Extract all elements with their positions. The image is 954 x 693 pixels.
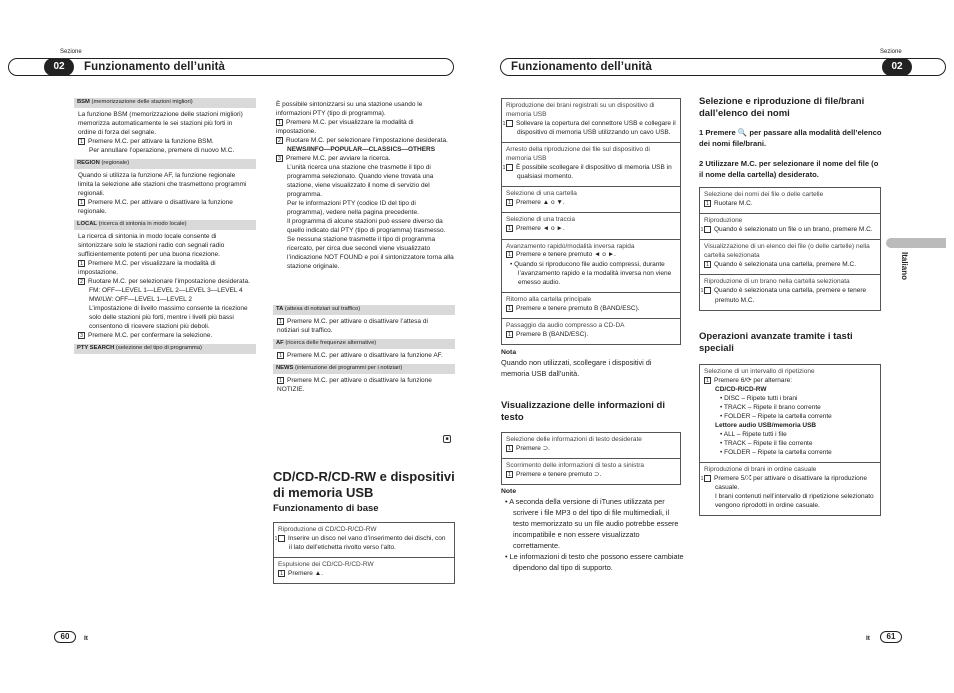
base-title: Funzionamento di base	[273, 503, 379, 514]
sezione-label-right: Sezione	[880, 49, 902, 55]
page-number-right: 61	[880, 631, 902, 643]
nota-block: Nota Quando non utilizzati, scollegare i dispositivi di memoria USB dall’unità.	[501, 349, 652, 379]
adv-title: Operazioni avanzate tramite i tasti speciali	[699, 331, 853, 355]
sel-step1: 1 Premere 🔍 per passare alla modalità dell’elenco dei nomi file/brani.	[699, 128, 882, 148]
region-body: Quando si utilizza la funzione AF, la funzione regionale limita la selezione alle stazioni che trasmettono programmi regionali. 1 Premere M.C. per attivare o disattivare la funzione regionale.	[78, 172, 247, 216]
col2-pty: È possibile sintonizzarsi su una stazione usando le informazioni PTY (tipo di programma). 1 Premere M.C. per visualizzare la modalità di impostazione. 2 Ruotare M.C. per selezionare l’impostazione desiderata. NEWS/INFO—POPULAR—CLASSICS—OTHERS 3 Premere M.C. per avviare la ricerca. L’unità ricerca una stazione che trasmette il tipo di programma selezionato. Quando viene trovata una stazione, viene visualizzato il nome di servizio del programma. Per le informazioni PTY (codice ID del tipo di programma), vedere nella pagina precedente. Il programma di alcune stazioni può essere diverso da quello indicato dal PTY (tipo di programma) trasmesso. Se nessuna stazione trasmette il tipo di programma ricercato, per circa due secondi viene visualizzato l’indicazione NOT FOUND e poi il sintonizzatore torna alla stazione originale.	[276, 101, 454, 271]
col1-settings	[74, 98, 256, 420]
cd-box: Riproduzione di CD/CD-R/CD-RW 1 Inserire un disco nel vano d’inserimento dei dischi, con il lato dell’etichetta rivolto verso l’alto. Espulsione dei CD/CD-R/CD-RW 1 Premere ▲.	[273, 522, 455, 584]
page-title-right: Funzionamento dell’unità	[511, 61, 653, 73]
bsm-header: BSM (memorizzazione delle stazioni migliori)	[74, 98, 256, 108]
region-header: REGION (regionale)	[74, 159, 256, 169]
col2-functions: TA (attesa di notiziari sul traffico) 1 Premere M.C. per attivare o disattivare l’attesa di notiziari sul traffico. AF (ricerca delle frequenze alternative) 1 Premere M.C. per attivare o disattivare la funzione AF. NEWS (interruzione dei programmi per i notiziari) 1 Premere M.C. per attivare o disattivare la funzione NOTIZIE.	[273, 305, 455, 398]
sel-step2: 2 Utilizzare M.C. per selezionare il nome del file (o il nome della cartella) desiderato.	[699, 159, 879, 179]
section-badge-right: 02	[882, 58, 912, 76]
bsm-body: La funzione BSM (memorizzazione delle stazioni migliori) memorizza automaticamente le sei stazioni più forti in ordine di forza del segnale. 1 Premere M.C. per attivare la funzione BSM. Per annullare l’operazione, premere di nuovo M.C.	[78, 110, 243, 155]
section-badge-left: 02	[44, 58, 74, 76]
page-number-left: 60	[54, 631, 76, 643]
news-header: NEWS (interruzione dei programmi per i notiziari)	[273, 364, 455, 374]
list-box: Selezione dei nomi dei file o delle cartelle 1 Ruotare M.C. Riproduzione 1 Quando è selezionato un file o un brano, premere M.C. Visualizzazione di un elenco dei file (o delle cartelle) nella cartella selezionata 1 Quando è selezionata una cartella, premere M.C. Riproduzione di un brano nella cartella selezionata 1 Quando è selezionata una cartella, premere e tenere premuto M.C.	[699, 187, 881, 311]
sezione-label-left: Sezione	[60, 49, 82, 55]
cd-usb-title: CD/CD-R/CD-RW e dispositivi di memoria USB	[273, 469, 455, 501]
language-tab	[886, 238, 946, 248]
ta-header: TA (attesa di notiziari sul traffico)	[273, 305, 455, 315]
usb-box: Riproduzione dei brani registrati su un dispositivo di memoria USB 1 Sollevare la copertura del connettore USB e collegare il dispositivo di memoria USB utilizzando un cavo USB. Arresto della riproduzione dei file sul dispositivo di memoria USB 1 È possibile scollegare il dispositivo di memoria USB in qualsiasi momento. Selezione di una cartella 1 Premere ▲ o ▼. Selezione di una traccia 1 Premere ◄ o ►. Avanzamento rapido/modalità inversa rapida 1 Premere e tenere premuto ◄ o ►. • Quando si riproducono file audio compressi, durante l’avanzamento rapido e la modalità inversa non viene emesso audio. Ritorno alla cartella principale 1 Premere e tenere premuto B (BAND/ESC). Passaggio da audio compresso a CD-DA 1 Premere B (BAND/ESC).	[501, 98, 681, 345]
repeat-box: Selezione di un intervallo di ripetizione 1 Premere 6/⟳ per alternare: CD/CD-R/CD-RW • DISC – Ripete tutti i brani • TRACK – Ripete il brano corrente • FOLDER – Ripete la cartella corrente Lettore audio USB/memoria USB • ALL – Ripete tutti i file • TRACK – Ripete il file corrente • FOLDER – Ripete la cartella corrente Riproduzione di brani in ordine casuale 1 Premere 5/⤮ per attivare o disattivare la riproduzione casuale. I brani contenuti nell’intervallo di ripetizione selezionato vengono riprodotti in ordine casuale.	[699, 364, 881, 516]
text-info-title: Visualizzazione delle informazioni di testo	[501, 400, 665, 424]
page-title-left: Funzionamento dell’unità	[84, 61, 226, 73]
text-box: Selezione delle informazioni di testo desiderate 1 Premere ⊃. Scorrimento delle informazioni di testo a sinistra 1 Premere e tenere premuto ⊃.	[501, 432, 681, 485]
language-tab-label: Italiano	[900, 252, 909, 281]
local-header: LOCAL (ricerca di sintonia in modo locale)	[74, 220, 256, 230]
sel-title: Selezione e riproduzione di file/brani dall’elenco dei nomi	[699, 96, 865, 120]
end-marker: ■	[443, 435, 451, 444]
af-header: AF (ricerca delle frequenze alternative)	[273, 339, 455, 349]
note-block: Note • A seconda della versione di iTunes utilizzata per scrivere i file MP3 o del tipo di file multimediali, il testo memorizzato su un file audio potrebbe essere incompatibile e non essere visualizzato correttamente. • Le informazioni di testo che possono essere cambiate dipendono dal tipo di supporto.	[501, 488, 684, 572]
header-bar-left	[8, 58, 454, 76]
lang-code-right: It	[866, 635, 870, 642]
lang-code-left: It	[84, 635, 88, 642]
local-body: La ricerca di sintonia in modo locale consente di sintonizzare solo le stazioni radio con segnali radio sufficientemente potenti per una buona ricezione. 1 Premere M.C. per visualizzare la modalità di impostazione. 2 Ruotare M.C. per selezionare l’impostazione desiderata. FM: OFF—LEVEL 1—LEVEL 2—LEVEL 3—LEVEL 4 MW/LW: OFF—LEVEL 1—LEVEL 2 L’impostazione di livello massimo consente la ricezione solo delle stazioni più forti, mentre i livelli più bassi consentono di ricevere stazioni più deboli. 3 Premere M.C. per confermare la selezione.	[78, 233, 250, 340]
pty-header: PTY SEARCH (selezione del tipo di programma)	[74, 344, 256, 354]
header-bar-right	[500, 58, 946, 76]
